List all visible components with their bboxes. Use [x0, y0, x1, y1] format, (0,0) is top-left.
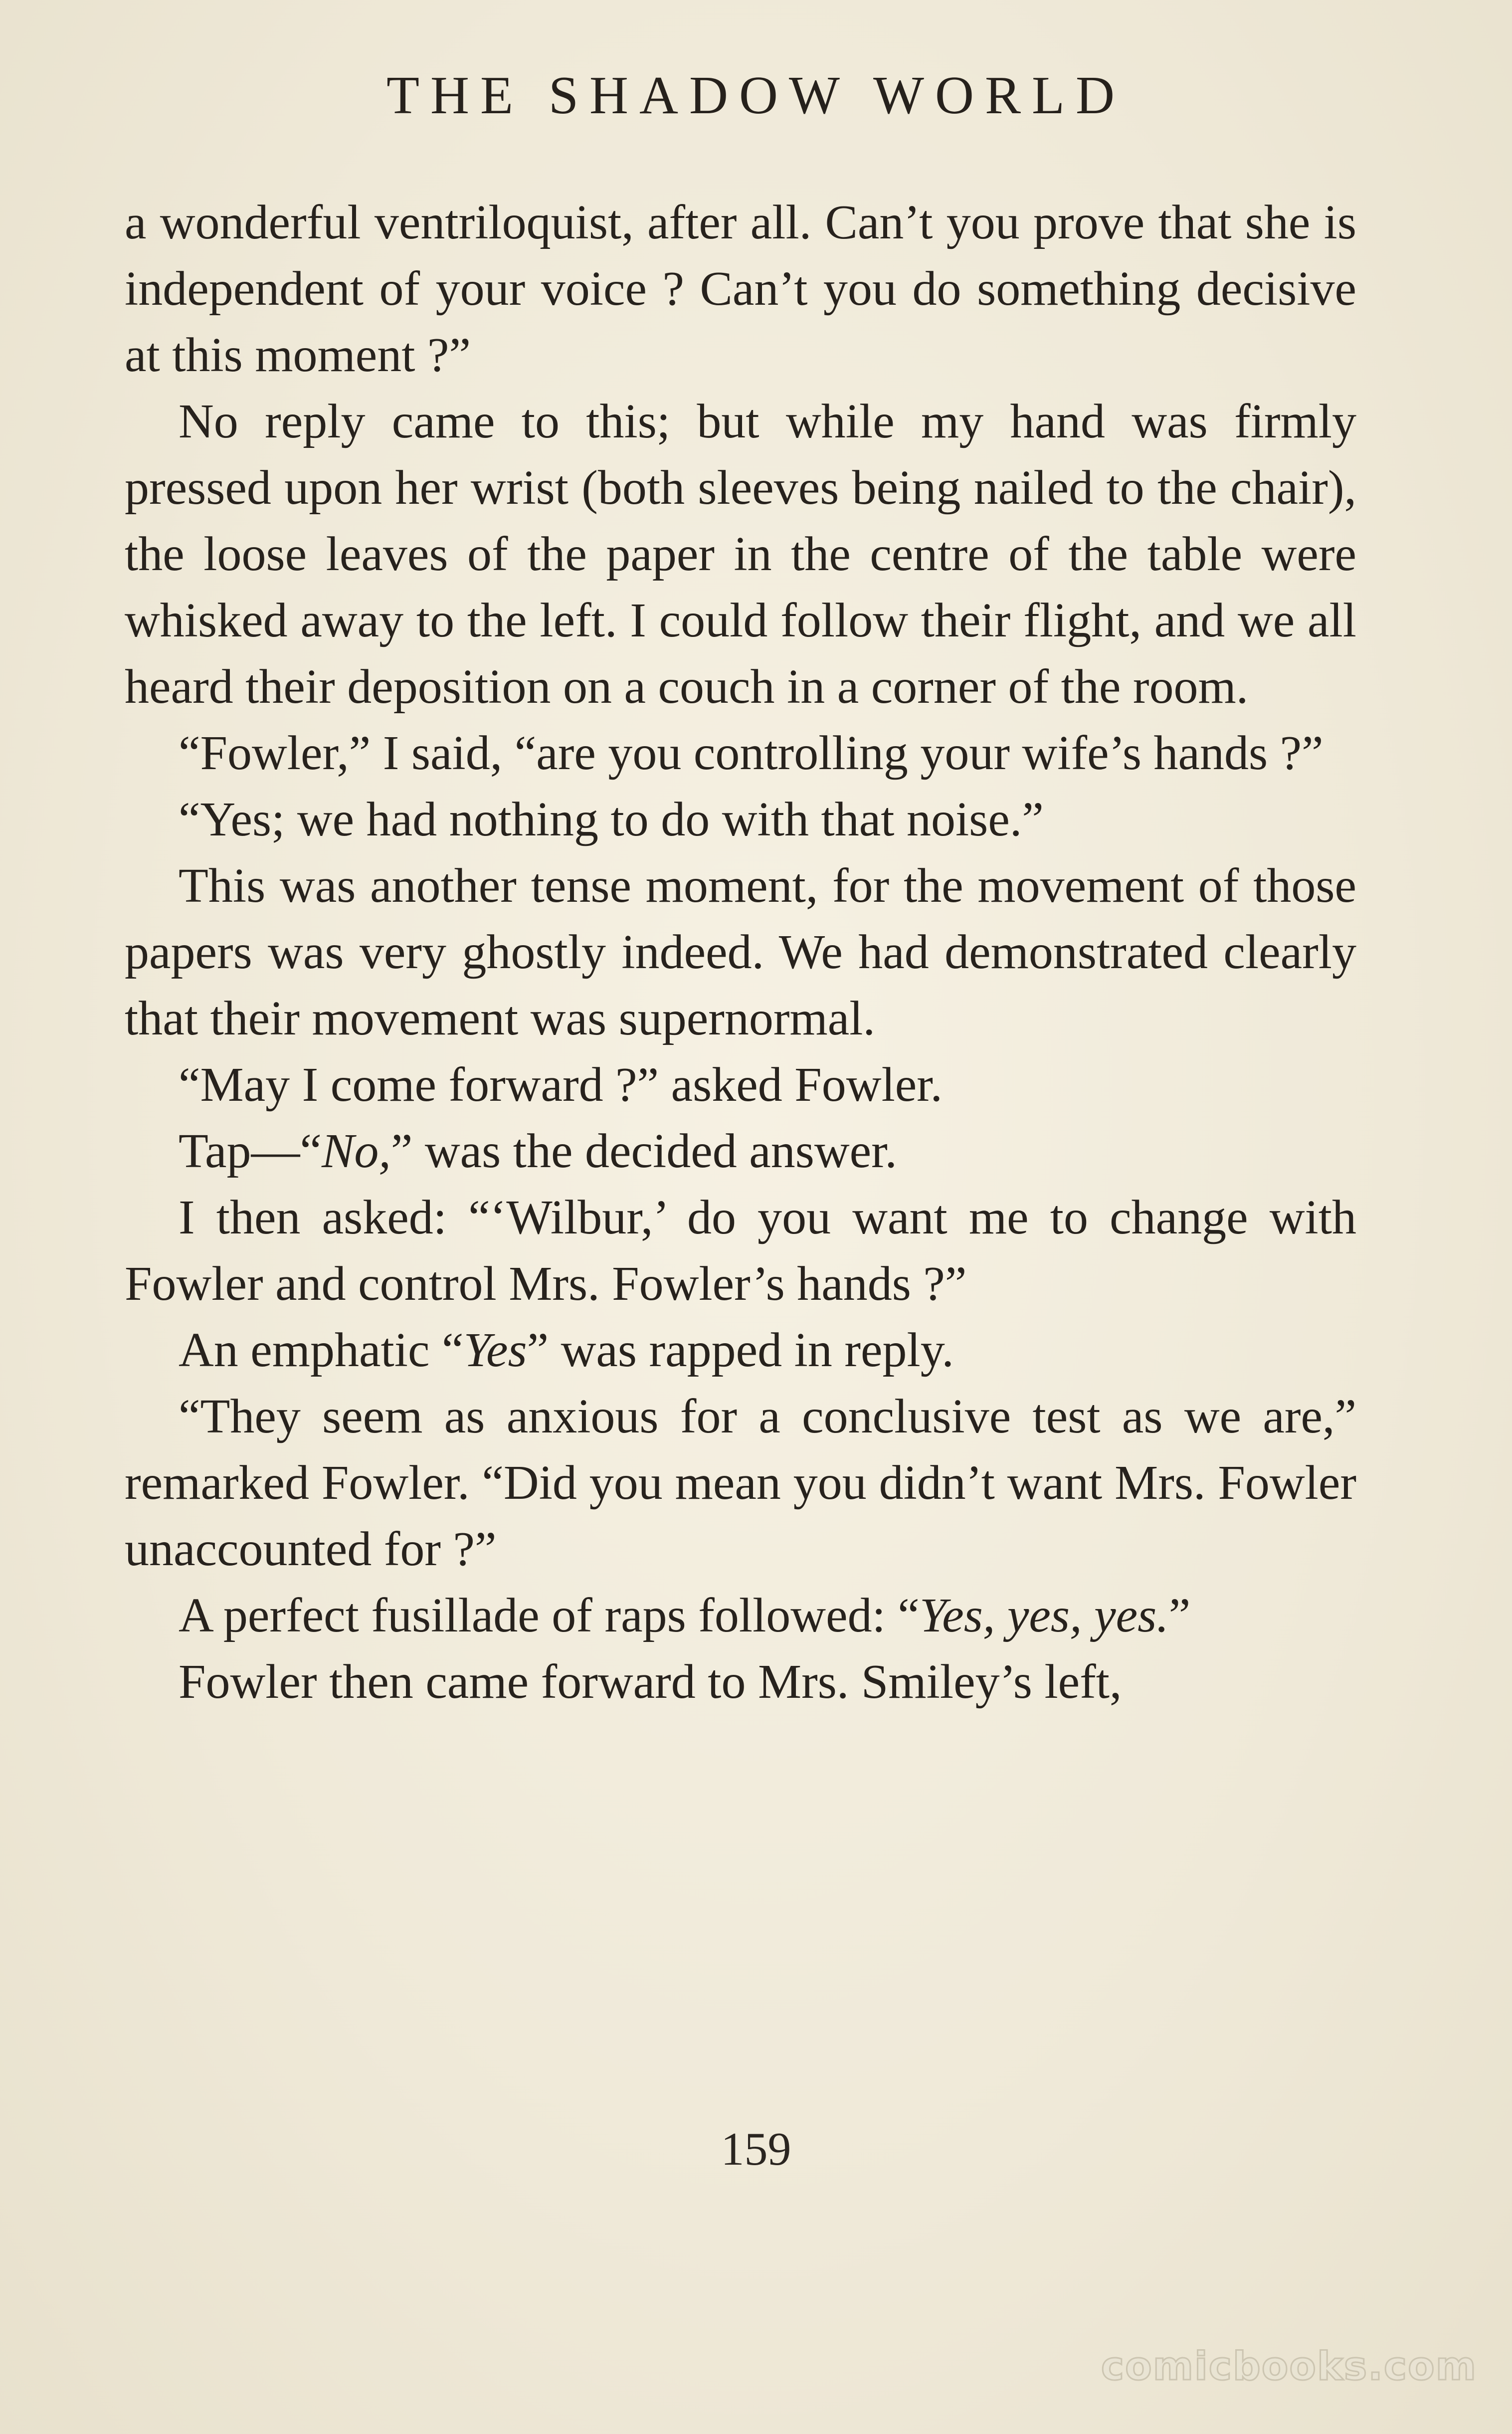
watermark-logo: comicbooks.com: [1101, 2344, 1477, 2389]
body-text: [125, 190, 1356, 1715]
paragraph: [125, 1384, 1356, 1583]
paragraph: [125, 1317, 1356, 1384]
text-run: An emphatic “: [179, 1323, 464, 1377]
paragraph: [125, 1185, 1356, 1317]
text-run: “They seem as anxious for a conclusive test as we are,” remarked Fowler. “Did you mean you didn’t want Mrs. Fowler unaccounted for ?”: [125, 1390, 1356, 1576]
text-run: “Fowler,” I said, “are you controlling your wife’s hands ?”: [179, 726, 1323, 780]
text-run: I then asked: “‘Wilbur,’ do you want me to change with Fowler and control Mrs. Fowler’s hands ?”: [125, 1191, 1356, 1311]
text-run: ”: [1168, 1589, 1191, 1642]
text-run: a wonderful ventriloquist, after all. Can’t you prove that she is independent of your voice ? Can’t you do something decisive at this moment ?”: [125, 196, 1356, 382]
text-run: Fowler then came forward to Mrs. Smiley’s left,: [179, 1655, 1122, 1709]
paragraph: [125, 1649, 1356, 1715]
page-number: 159: [721, 2123, 791, 2175]
italic-text: Yes, yes, yes.: [919, 1589, 1169, 1642]
text-run: “Yes; we had nothing to do with that noise.”: [179, 793, 1044, 846]
text-run: “May I come forward ?” asked Fowler.: [179, 1058, 943, 1112]
text-run: ” was the decided answer.: [390, 1124, 897, 1178]
italic-text: No,: [322, 1124, 391, 1178]
running-title: THE SHADOW WORLD: [386, 66, 1126, 125]
paragraph: [125, 1583, 1356, 1649]
paragraph: [125, 787, 1356, 853]
text-run: No reply came to this; but while my hand was firmly pressed upon her wrist (both sleeves being nailed to the chair), the loose leaves of the paper in the centre of the table were whisked away to the left. I could follow their flight, and we all heard their deposition on a couch in a corner of the room.: [125, 395, 1356, 714]
paragraph: [125, 1118, 1356, 1185]
text-run: ” was rapped in reply.: [527, 1323, 954, 1377]
paragraph: [125, 1052, 1356, 1118]
text-run: Tap—“: [179, 1124, 322, 1178]
paragraph: [125, 389, 1356, 720]
paragraph: [125, 190, 1356, 389]
text-run: A perfect fusillade of raps followed: “: [179, 1589, 920, 1642]
paragraph: [125, 720, 1356, 787]
text-run: This was another tense moment, for the movement of those papers was very ghostly indeed. We had demonstrated clearly that their movement was supernormal.: [125, 859, 1356, 1045]
paragraph: [125, 853, 1356, 1052]
italic-text: Yes: [463, 1323, 527, 1377]
